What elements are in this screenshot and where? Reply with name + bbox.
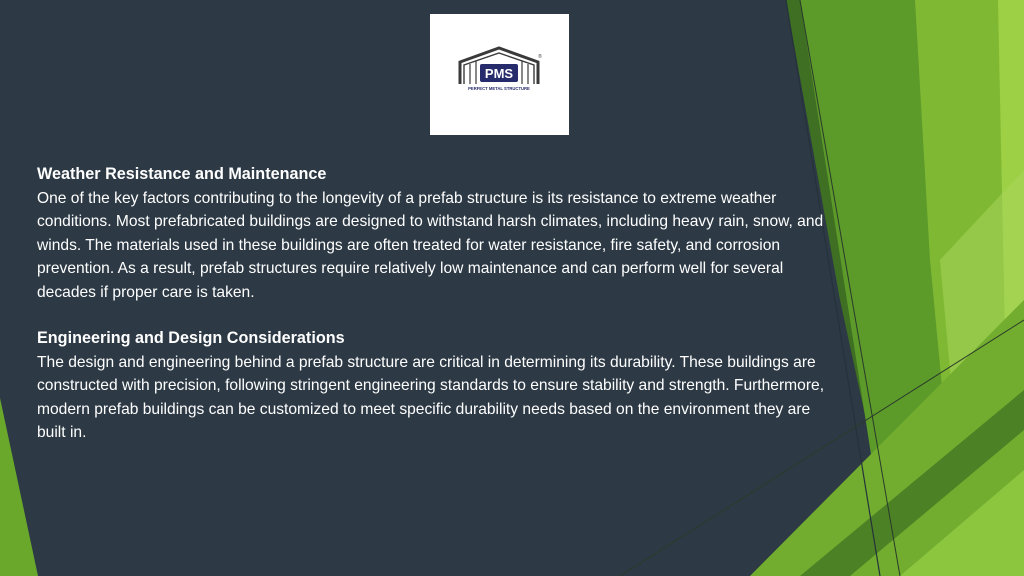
logo-trademark: ® [538, 54, 542, 60]
section-weather [37, 163, 837, 304]
section-heading: Engineering and Design Considerations [37, 329, 345, 347]
company-logo [430, 14, 569, 135]
pms-logo-icon [430, 14, 569, 135]
logo-name: PMS [484, 66, 514, 81]
content-area [37, 163, 837, 445]
section-body: One of the key factors contributing to the longevity of a prefab structure is its resistance to extreme weather conditions. Most prefabricated buildings are designed to withstand harsh climates, including heavy rain, snow, and winds. The materials used in these buildings are often treated for water resistance, fire safety, and corrosion prevention. As a result, prefab structures require relatively low maintenance and can perform well for several decades if proper care is taken. [37, 189, 824, 301]
section-heading: Weather Resistance and Maintenance [37, 165, 327, 183]
section-body: The design and engineering behind a prefab structure are critical in determining its durability. These buildings are constructed with precision, following stringent engineering standards to ensure stability and strength. Furthermore, modern prefab buildings can be customized to meet specific durability needs based on the environment they are built in. [37, 353, 825, 441]
logo-tagline: PERFECT METAL STRUCTURE [468, 86, 530, 91]
left-green-sliver [0, 398, 38, 576]
section-engineering [37, 327, 837, 445]
